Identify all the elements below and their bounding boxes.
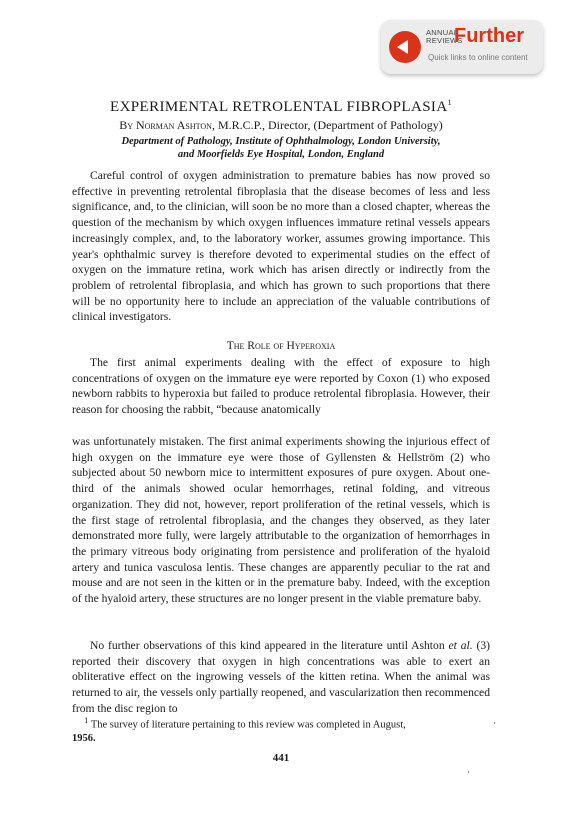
author-details: M.R.C.P., Director, (Department of Pathology) [217,118,443,132]
banner-annual: ANNUAL [426,28,459,37]
scan-speck [494,722,495,724]
banner-further[interactable]: Further [454,25,524,47]
intro-paragraph: Careful control of oxygen administration to premature babies has now proved so effective in preventing retrolental fibroplasia that the disease becomes of less and less significance, and, to the clinician, will soon be no more than a closed chapter, whereas the question of the mechanism by which oxygen influences immature retinal vessels appears increasingly complex, and, to the laboratory worker, assumes growing importance. This year's ophthalmic survey is therefore devoted to experimental studies on the effect of oxygen on the immature retina, work which has arisen directly or indirectly from the problem of retrolental fibroplasia, and which has grown to such proportions that there will be no opportunity here to include an appreciation of the valuable contributions of clinical investigators. [72,169,490,324]
author-name: Norman Ashton, [135,118,215,132]
banner-subtitle: Quick links to online content [428,53,528,62]
footnote-mark: 1 [84,715,89,725]
title-text: EXPERIMENTAL RETROLENTAL FIBROPLASIA [110,99,448,115]
further-banner[interactable] [381,20,543,74]
paragraph-2 [72,638,490,717]
banner-reviews: REVIEWS [426,36,463,45]
title-footnote-mark: 1 [447,98,452,107]
paragraph-1-part-1: The first animal experiments dealing with the effect of exposure to high concentrations of oxygen on the immature eye were reported by Coxon (1) who exposed newborn rabbits to hyperoxia but failed to produce retrolental fibroplasia. However, their reason for choosing the rabbit, “because anatomically [72,356,490,417]
article-title [0,94,562,116]
footnote [72,714,490,745]
author-by: By [119,118,133,132]
page-number: 441 [272,752,290,764]
footnote-year: 1956. [72,732,96,744]
et-al: et al. [448,639,473,652]
scan-speck [468,771,469,773]
author-line [0,118,562,132]
section-heading: The Role of Hyperoxia [226,340,336,352]
play-icon[interactable] [389,31,421,63]
paragraph-2-pre: No further observations of this kind appeared in the literature until Ashton [90,639,445,652]
paragraph-2-post: (3) reported their discovery that oxygen in high concentrations was able to exert an obliterative effect on the ingrowing vessels of the kitten retina. When the animal was returned to air, the vessels only partially reopened, and vascularization then recommenced from the disc region to [72,639,491,715]
footnote-line [72,714,490,732]
affiliation-line-1: Department of Pathology, Institute of Ophthalmology, London University, [121,136,441,147]
footnote-text: The survey of literature pertaining to this review was completed in August, [90,719,406,731]
paragraph-1-part-2: was unfortunately mistaken. The first animal experiments showing the injurious effect of high oxygen on the immature eye were those of Gyllensten & Hellström (2) who subjected about 50 newborn mice to intermittent exposures of pure oxygen. About one-third of the animals showed ocular hemorrhages, retinal folding, and vitreous organization. They did not, however, report proliferation of the retinal vessels, which is the first stage of retrolental fibroplasia, and the changes they observed, as they later demonstrated more fully, were largely attributable to the organization of hemorrhages in the primary vitreous body originating from persistence and proliferation of the hyaloid artery and tunica vasculosa lentis. These changes are apparently peculiar to the rat and mouse and are not seen in the kitten or in the premature baby. Indeed, with the exception of the hyaloid artery, these structures are no longer present in the viable premature baby. [72,435,490,606]
affiliation-line-2: and Moorfields Eye Hospital, London, England [177,149,385,160]
